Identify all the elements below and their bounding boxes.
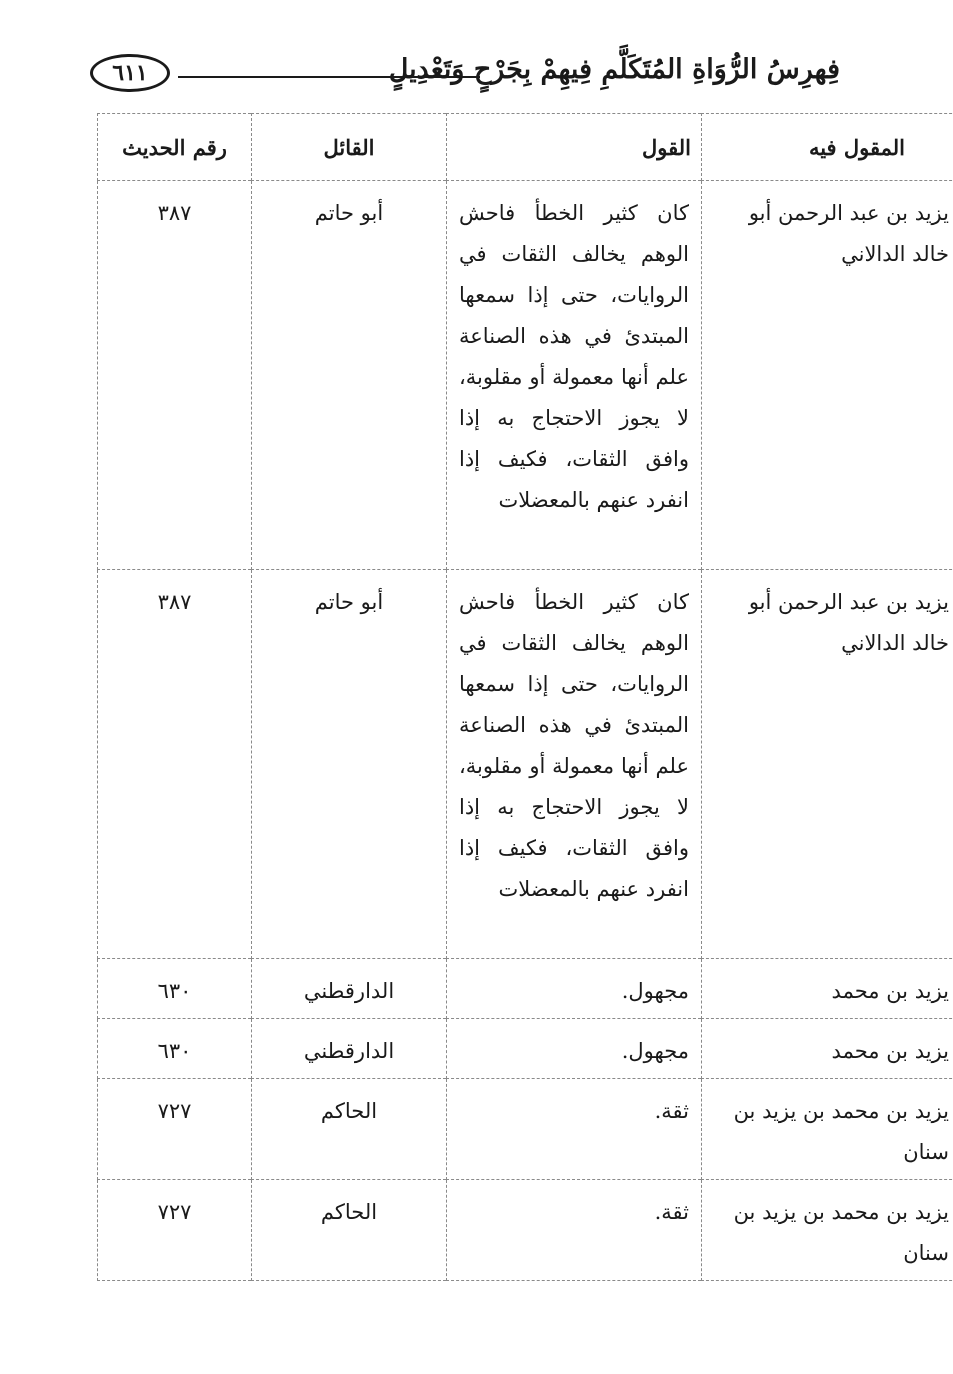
hadith-number-cell: ٦٣٠ xyxy=(98,959,252,1019)
table-row xyxy=(98,570,953,959)
narrator-cell: يزيد بن عبد الرحمن أبو خالد الدالاني xyxy=(702,570,953,959)
header-rule xyxy=(178,76,480,78)
narrator-cell: يزيد بن محمد بن يزيد بن سنان xyxy=(702,1180,953,1281)
statement-cell: ثقة. xyxy=(447,1180,702,1281)
statement-cell: مجهول. xyxy=(447,959,702,1019)
statement-cell: ثقة. xyxy=(447,1079,702,1180)
hadith-number-cell: ٣٨٧ xyxy=(98,570,252,959)
page-number: ٦١١ xyxy=(90,54,170,92)
table-row xyxy=(98,959,953,1019)
column-header-hadith-number: رقم الحديث xyxy=(98,114,252,181)
table-header-row xyxy=(98,114,953,181)
narrator-cell: يزيد بن محمد بن يزيد بن سنان xyxy=(702,1079,953,1180)
hadith-number-cell: ٧٢٧ xyxy=(98,1079,252,1180)
column-header-critic: القائل xyxy=(252,114,447,181)
critic-cell: أبو حاتم xyxy=(252,181,447,570)
table-row xyxy=(98,1079,953,1180)
page-header xyxy=(90,52,840,102)
table-row xyxy=(98,1019,953,1079)
column-header-statement: القول xyxy=(447,114,702,181)
narrator-cell: يزيد بن محمد xyxy=(702,1019,953,1079)
hadith-number-cell: ٣٨٧ xyxy=(98,181,252,570)
page-title: فِهرِسُ الرُّوَاةِ المُتَكَلَّمِ فِيهِمْ بِجَرْحٍ وَتَعْدِيلٍ xyxy=(388,54,840,85)
table-row xyxy=(98,1180,953,1281)
statement-cell: مجهول. xyxy=(447,1019,702,1079)
narrator-cell: يزيد بن محمد xyxy=(702,959,953,1019)
statement-cell: كان كثير الخطأ فاحش الوهم يخالف الثقات في الروايات، حتى إذا سمعها المبتدئ في هذه الصناعة علم أنها معمولة أو مقلوبة، لا يجوز الاحتجاج به إذا وافق الثقات، فكيف إذا انفرد عنهم بالمعضلات xyxy=(447,181,702,570)
critic-cell: الحاكم xyxy=(252,1079,447,1180)
critic-cell: الدارقطني xyxy=(252,1019,447,1079)
table-row xyxy=(98,181,953,570)
hadith-number-cell: ٧٢٧ xyxy=(98,1180,252,1281)
column-header-narrator: المقول فيه xyxy=(702,114,953,181)
critic-cell: أبو حاتم xyxy=(252,570,447,959)
statement-cell: كان كثير الخطأ فاحش الوهم يخالف الثقات في الروايات، حتى إذا سمعها المبتدئ في هذه الصناعة علم أنها معمولة أو مقلوبة، لا يجوز الاحتجاج به إذا وافق الثقات، فكيف إذا انفرد عنهم بالمعضلات xyxy=(447,570,702,959)
critic-cell: الدارقطني xyxy=(252,959,447,1019)
hadith-number-cell: ٦٣٠ xyxy=(98,1019,252,1079)
narrators-table xyxy=(97,113,953,1281)
critic-cell: الحاكم xyxy=(252,1180,447,1281)
narrator-cell: يزيد بن عبد الرحمن أبو خالد الدالاني xyxy=(702,181,953,570)
